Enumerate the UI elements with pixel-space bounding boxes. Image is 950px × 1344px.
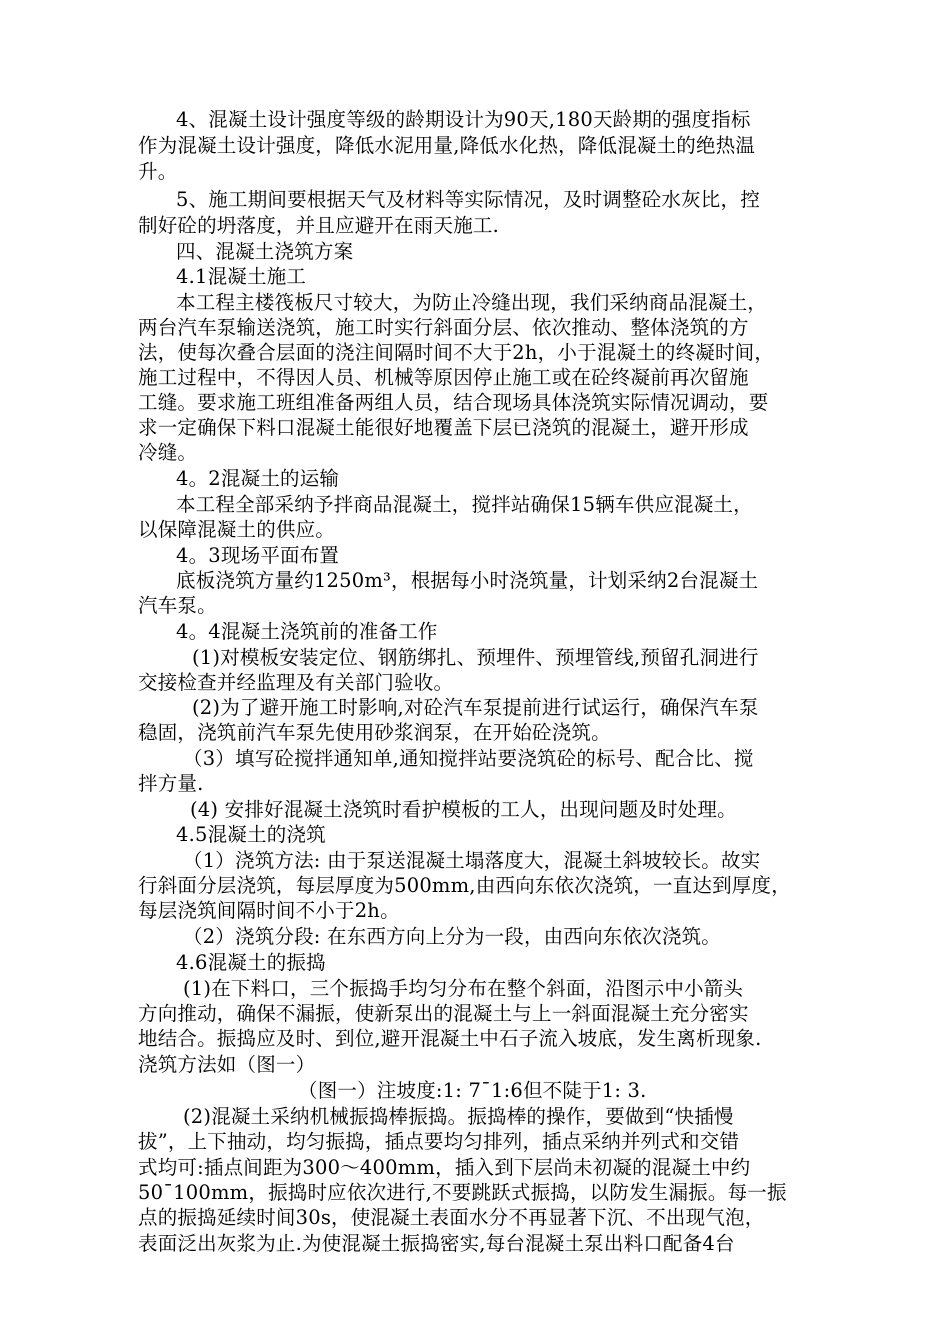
- text-line: 地结合。振捣应及时、到位,避开混凝土中石子流入坡底，发生离析现象.: [138, 1027, 762, 1050]
- text-line: 拌方量.: [138, 772, 204, 795]
- subsection-heading: 4。2混凝土的运输: [176, 467, 340, 490]
- section-heading: 四、混凝土浇筑方案: [176, 240, 354, 263]
- figure-caption: （图一）注坡度:1: 7ˉ1:6但不陡于1: 3.: [298, 1079, 647, 1102]
- text-line: (1)在下料口，三个振捣手均匀分布在整个斜面，沿图示中小箭头: [183, 977, 744, 1000]
- text-line: (4) 安排好混凝土浇筑时看护模板的工人，出现问题及时处理。: [190, 798, 737, 821]
- text-line: 式均可:插点间距为300～400mm，插入到下层尚未初凝的混凝土中约: [138, 1156, 751, 1179]
- text-line: 底板浇筑方量约1250m³，根据每小时浇筑量，计划采纳2台混凝土: [176, 569, 759, 592]
- text-line: 行斜面分层浇筑，每层厚度为500mm,由西向东依次浇筑，一直达到厚度，: [138, 874, 791, 897]
- subsection-heading: 4。4混凝土浇筑前的准备工作: [176, 620, 438, 643]
- text-line: （1）浇筑方法: 由于泵送混凝土塌落度大，混凝土斜坡较长。故实: [183, 849, 761, 872]
- text-line: (1)对模板安装定位、钢筋绑扎、预埋件、预埋管线,预留孔洞进行: [192, 646, 759, 669]
- text-line: 本工程全部采纳予拌商品混凝土，搅拌站确保15辆车供应混凝土，: [176, 493, 753, 516]
- text-line: 交接检查并经监理及有关部门验收。: [138, 671, 454, 694]
- text-line: 升。: [138, 160, 178, 183]
- text-line: 施工过程中，不得因人员、机械等原因停止施工或在砼终凝前再次留施: [138, 366, 749, 389]
- text-line: 工缝。要求施工班组准备两组人员，结合现场具体浇筑实际情况调动，要: [138, 391, 769, 414]
- text-line: 制好砼的坍落度，并且应避开在雨天施工.: [138, 214, 499, 237]
- subsection-heading: 4。3现场平面布置: [176, 544, 340, 567]
- text-line: 稳固，浇筑前汽车泵先使用砂浆润泵，在开始砼浇筑。: [138, 721, 611, 744]
- subsection-heading: 4.1混凝土施工: [176, 265, 307, 288]
- subsection-heading: 4.6混凝土的振捣: [176, 951, 326, 974]
- text-line: (2)为了避开施工时影响,对砼汽车泵提前进行试运行，确保汽车泵: [192, 696, 759, 719]
- text-line: 法，使每次叠合层面的浇注间隔时间不大于2h，小于混凝土的终凝时间，: [138, 341, 775, 364]
- text-line: 以保障混凝土的供应。: [138, 518, 336, 541]
- text-line: (2)混凝土采纳机械振捣棒振捣。振捣棒的操作，要做到“快插慢: [183, 1105, 734, 1128]
- text-line: （2）浇筑分段: 在东西方向上分为一段，由西向东依次浇筑。: [183, 925, 721, 948]
- text-line: 拔”，上下抽动，均匀振捣，插点要均匀排列，插点采纳并列式和交错: [138, 1130, 740, 1153]
- text-line: 5、施工期间要根据天气及材料等实际情况，及时调整砼水灰比，控: [176, 188, 760, 211]
- text-line: 4、混凝土设计强度等级的龄期设计为90天,180天龄期的强度指标: [176, 108, 751, 131]
- text-line: 方向推动，确保不漏振，使新泵出的混凝土与上一斜面混凝土充分密实: [138, 1002, 749, 1025]
- text-line: 本工程主楼筏板尺寸较大，为防止冷缝出现，我们采纳商品混凝土，: [176, 291, 768, 314]
- text-line: 冷缝。: [138, 441, 198, 464]
- text-line: 浇筑方法如（图一）: [138, 1053, 316, 1076]
- subsection-heading: 4.5混凝土的浇筑: [176, 823, 326, 846]
- text-line: 两台汽车泵输送浇筑，施工时实行斜面分层、依次推动、整体浇筑的方: [138, 316, 749, 339]
- text-line: 作为混凝土设计强度，降低水泥用量,降低水化热，降低混凝土的绝热温: [138, 134, 756, 157]
- text-line: （3）填写砼搅拌通知单,通知搅拌站要浇筑砼的标号、配合比、搅: [183, 747, 754, 770]
- text-line: 每层浇筑间隔时间不小于2h。: [138, 899, 400, 922]
- text-line: 表面泛出灰浆为止.为使混凝土振捣密实,每台混凝土泵出料口配备4台: [138, 1232, 735, 1255]
- text-line: 汽车泵。: [138, 594, 217, 617]
- text-line: 点的振捣延续时间30s，使混凝土表面水分不再显著下沉、不出现气泡，: [138, 1206, 765, 1229]
- text-line: 求一定确保下料口混凝土能很好地覆盖下层已浇筑的混凝土，避开形成: [138, 416, 749, 439]
- text-line: 50ˉ100mm，振捣时应依次进行,不要跳跃式振捣，以防发生漏振。每一振: [138, 1181, 787, 1204]
